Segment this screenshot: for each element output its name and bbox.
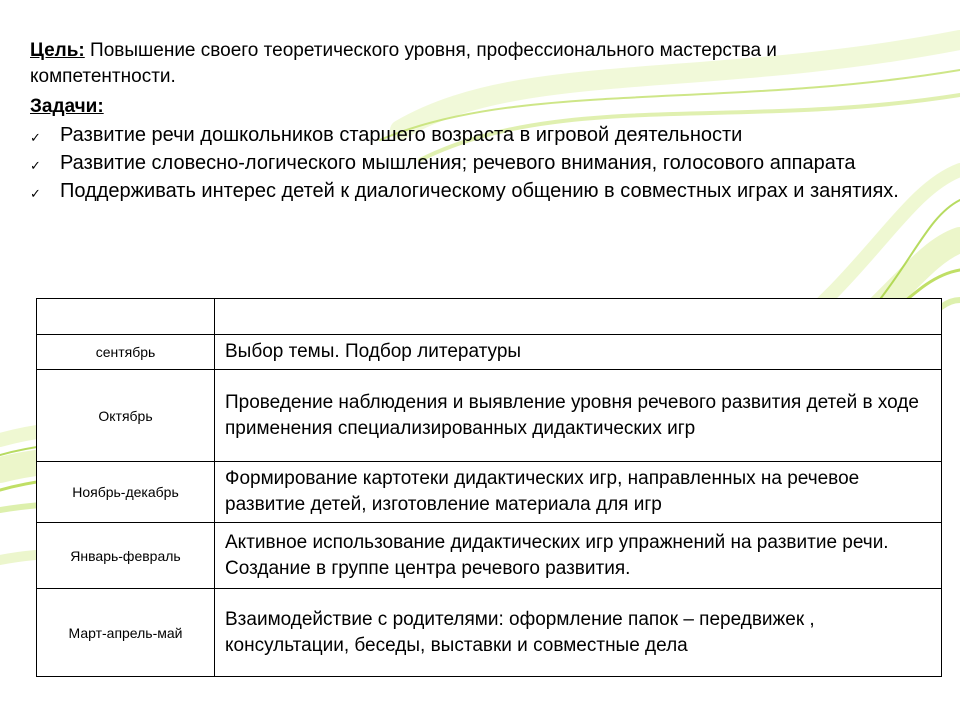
month-cell — [37, 299, 215, 335]
table-row — [37, 462, 942, 523]
table-row — [37, 335, 942, 370]
check-icon: ✓ — [30, 186, 41, 201]
table-row — [37, 299, 942, 335]
task-cell: Формирование картотеки дидактических игр, направленных на речевое развитие детей, изготовление материала для игр — [215, 462, 942, 523]
table-row — [37, 370, 942, 462]
list-item: ✓ Развитие словесно-логического мышления; речевого внимания, голосового аппарата — [30, 150, 930, 176]
month-cell: сентябрь — [37, 335, 215, 370]
plan-table — [36, 298, 942, 677]
month-cell: Март-апрель-май — [37, 589, 215, 677]
task-cell — [215, 299, 942, 335]
check-icon: ✓ — [30, 158, 41, 173]
task-cell: Выбор темы. Подбор литературы — [215, 335, 942, 370]
month-cell: Октябрь — [37, 370, 215, 462]
task-cell: Взаимодействие с родителями: оформление папок – передвижек , консультации, беседы, выставки и совместные дела — [215, 589, 942, 677]
tasks-list — [30, 122, 930, 206]
table-row — [37, 523, 942, 589]
month-cell: Январь-февраль — [37, 523, 215, 589]
table-row — [37, 589, 942, 677]
check-icon: ✓ — [30, 130, 41, 145]
list-item: ✓ Развитие речи дошкольников старшего возраста в игровой деятельности — [30, 122, 930, 148]
goal-paragraph — [30, 38, 910, 90]
goal-label: Цель: — [30, 40, 85, 61]
task-cell: Активное использование дидактических игр упражнений на развитие речи. Создание в группе центра речевого развития. — [215, 523, 942, 589]
list-item: ✓ Поддерживать интерес детей к диалогическому общению в совместных играх и занятиях. — [30, 178, 930, 204]
month-cell: Ноябрь-декабрь — [37, 462, 215, 523]
tasks-title: Задачи: — [30, 96, 104, 117]
task-cell: Проведение наблюдения и выявление уровня речевого развития детей в ходе применения специализированных дидактических игр — [215, 370, 942, 462]
goal-text: Повышение своего теоретического уровня, профессионального мастерства и компетентности. — [30, 40, 809, 87]
